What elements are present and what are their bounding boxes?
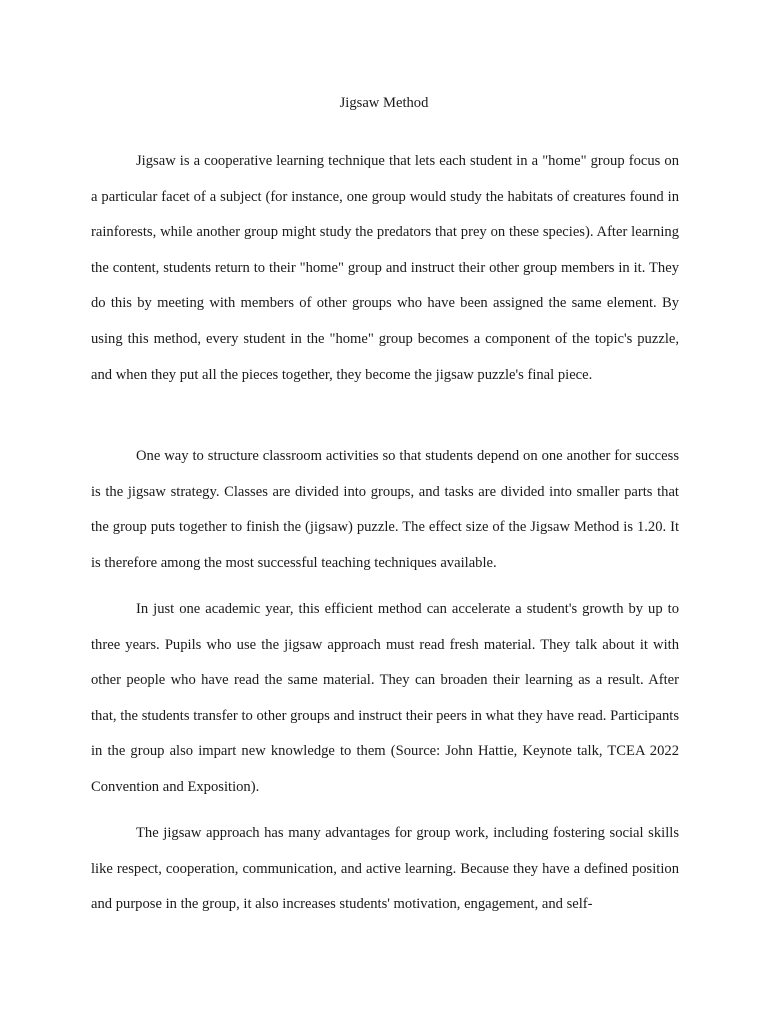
paragraph-growth: In just one academic year, this efficient method can accelerate a student's growth by up to three years. Pupils who use the jigsaw approach must read fresh material. They talk about it with other people who have read the same material. They can broaden their learning as a result. After that, the students transfer to other groups and instruct their peers in what they have read. Participants in the group also impart new knowledge to them (Source: John Hattie, Keynote talk, TCEA 2022 Convention and Exposition).: [91, 601, 679, 795]
paragraph-intro: Jigsaw is a cooperative learning technique that lets each student in a "home" group focus on a particular facet of a subject (for instance, one group would study the habitats of creatures found in rainforests, while another group might study the predators that prey on these species). After learning the content, students return to their "home" group and instruct their other group members in it. They do this by meeting with members of other groups who have been assigned the same element. By using this method, every student in the "home" group becomes a component of the topic's puzzle, and when they put all the pieces together, they become the jigsaw puzzle's final piece.: [91, 153, 679, 383]
paragraph-strategy: One way to structure classroom activities so that students depend on one another for success is the jigsaw strategy. Classes are divided into groups, and tasks are divided into smaller parts that the group puts together to finish the (jigsaw) puzzle. The effect size of the Jigsaw Method is 1.20. It is therefore among the most successful teaching techniques available.: [91, 448, 679, 571]
paragraph-advantages: The jigsaw approach has many advantages for group work, including fostering social skills like respect, cooperation, communication, and active learning. Because they have a defined position and purpose in the group, it also increases students' motivation, engagement, and self-: [91, 825, 679, 913]
document-title: Jigsaw Method: [339, 95, 429, 111]
